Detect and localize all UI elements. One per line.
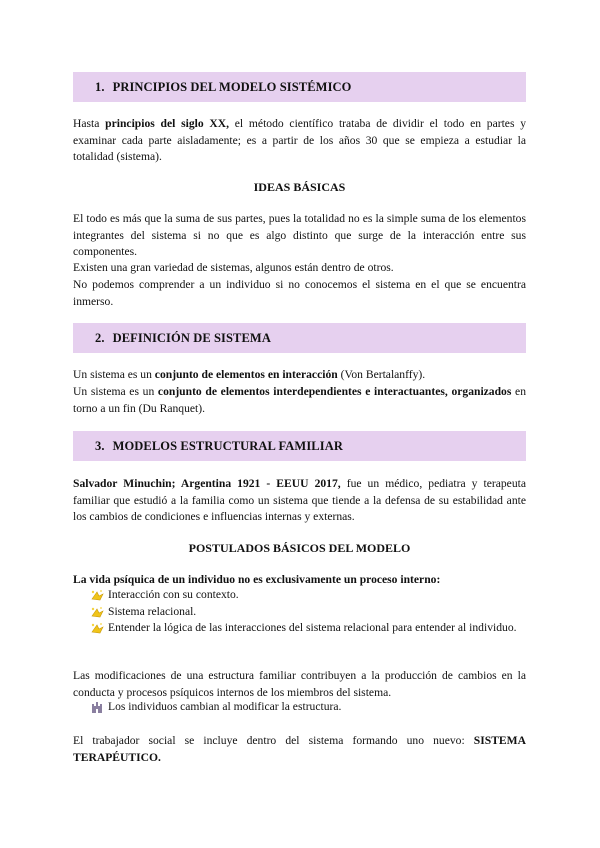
text-run: Un sistema es un xyxy=(73,385,158,398)
text-run: fue un médico, pediatra y terapeuta familiar que estudió a la familia como un sistema que tiende a la defensa de su estabilidad ante los cambios de condiciones e influencias internas y externas. xyxy=(73,477,526,524)
text-run: Hasta xyxy=(73,117,106,130)
section-title: DEFINICIÓN DE SISTEMA xyxy=(112,330,271,345)
star-sparkle-icon xyxy=(90,589,104,601)
text-run: El trabajador social se incluye dentro del sistema formando uno nuevo: xyxy=(73,734,474,747)
section-number: 3. xyxy=(95,438,105,453)
definition-1 xyxy=(73,367,526,384)
bold-text: principios del siglo XX, xyxy=(105,117,230,130)
section-header-3 xyxy=(73,431,526,461)
star-sparkle-icon xyxy=(90,622,104,634)
bold-text: Salvador Minuchin; Argentina 1921 - EEUU 2017, xyxy=(73,477,341,490)
intro-paragraph xyxy=(73,116,526,166)
postulados-list xyxy=(90,587,526,637)
ideas-basicas-heading: IDEAS BÁSICAS xyxy=(253,180,346,194)
minuchin-paragraph xyxy=(73,476,526,526)
idea-paragraph-2: Existen una gran variedad de sistemas, algunos están dentro de otros. xyxy=(73,261,394,274)
section-title: PRINCIPIOS DEL MODELO SISTÉMICO xyxy=(112,79,352,94)
castle-icon xyxy=(90,701,104,713)
section-title: MODELOS ESTRUCTURAL FAMILIAR xyxy=(112,438,343,453)
text-run: en torno a un fin (Du Ranquet). xyxy=(73,385,526,415)
idea-paragraph-3: No podemos comprender a un individuo si no conocemos el sistema en el que se encuentra inmerso. xyxy=(73,278,526,308)
definition-2 xyxy=(73,384,526,417)
modificaciones-paragraph: Las modificaciones de una estructura familiar contribuyen a la producción de cambios en la conducta y procesos psíquicos internos de los miembros del sistema. xyxy=(73,669,526,699)
final-paragraph xyxy=(73,733,526,766)
idea-paragraph-1: El todo es más que la suma de sus partes, pues la totalidad no es la simple suma de los elementos integrantes del sistema si no que es algo distinto que surge de la interacción entre sus componentes. xyxy=(73,212,526,259)
castle-list xyxy=(90,699,526,716)
vida-psiquica-heading: La vida psíquica de un individuo no es exclusivamente un proceso interno: xyxy=(73,573,441,586)
list-item xyxy=(90,604,526,621)
list-item xyxy=(90,699,526,716)
star-sparkle-icon xyxy=(90,606,104,618)
list-item-text: Los individuos cambian al modificar la estructura. xyxy=(108,700,342,713)
text-run: el método científico trataba de dividir el todo en partes y examinar cada parte aisladamente; es a partir de los años 30 que se empieza a estudiar la totalidad (sistema). xyxy=(73,117,527,164)
section-header-1 xyxy=(73,72,526,102)
list-item xyxy=(90,587,526,604)
list-item xyxy=(90,620,526,637)
bold-text: SISTEMA TERAPÉUTICO. xyxy=(73,734,526,764)
text-run: Un sistema es un xyxy=(73,368,155,381)
list-item-text: Interacción con su contexto. xyxy=(108,588,239,601)
bold-text: conjunto de elementos interdependientes e interactuantes, organizados xyxy=(157,385,512,398)
list-item-text: Entender la lógica de las interacciones del sistema relacional para entender al individuo. xyxy=(108,621,517,635)
postulados-heading: POSTULADOS BÁSICOS DEL MODELO xyxy=(188,541,411,555)
section-number: 1. xyxy=(95,79,105,94)
list-item-text: Sistema relacional. xyxy=(108,604,197,618)
text-run: (Von Bertalanffy). xyxy=(337,368,426,381)
section-header-2 xyxy=(73,323,526,353)
bold-text: conjunto de elementos en interacción xyxy=(154,368,338,381)
section-number: 2. xyxy=(95,330,105,345)
